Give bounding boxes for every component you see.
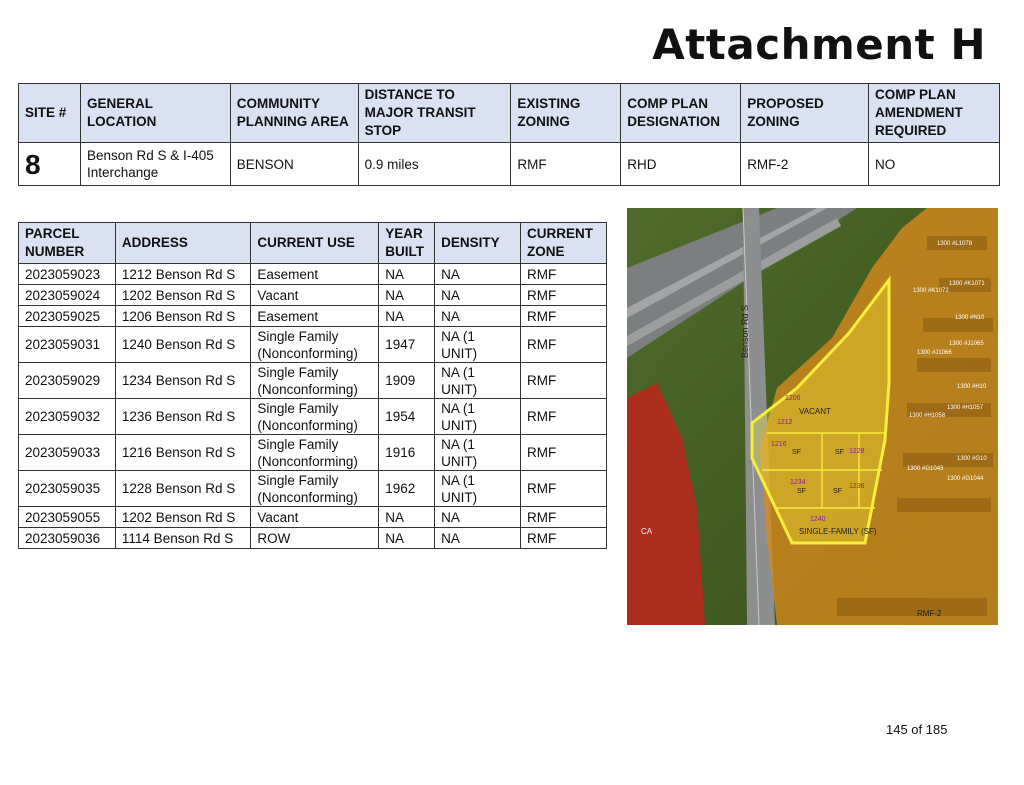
parcel-row xyxy=(19,435,607,471)
unit-label: 1300 #H1057 xyxy=(947,405,984,411)
year-built: 1947 xyxy=(379,327,435,363)
year-built: NA xyxy=(379,528,435,549)
parcel-number: 2023059031 xyxy=(19,327,116,363)
parcel-table xyxy=(18,222,607,549)
year-built: 1954 xyxy=(379,399,435,435)
map-label-single-family: SINGLE-FAMILY (SF) xyxy=(799,527,877,536)
parcel-address: 1236 Benson Rd S xyxy=(115,399,250,435)
parcel-header-cell: ADDRESS xyxy=(115,223,250,264)
parcel-address: 1216 Benson Rd S xyxy=(115,435,250,471)
parcel-address: 1212 Benson Rd S xyxy=(115,264,250,285)
current-zone: RMF xyxy=(521,435,607,471)
parcel-header-cell: CURRENT USE xyxy=(251,223,379,264)
density: NA (1 UNIT) xyxy=(435,435,521,471)
site-header-cell: GENERAL LOCATION xyxy=(80,84,230,143)
site-summary-table xyxy=(18,83,1000,186)
parcel-number: 2023059035 xyxy=(19,471,116,507)
distance-to-transit: 0.9 miles xyxy=(358,143,511,186)
site-number: 8 xyxy=(19,143,81,186)
parcel-row xyxy=(19,399,607,435)
parcel-row xyxy=(19,264,607,285)
site-header-cell: PROPOSED ZONING xyxy=(741,84,869,143)
density: NA xyxy=(435,507,521,528)
current-use: Single Family (Nonconforming) xyxy=(251,363,379,399)
unit-label: 1300 #G1043 xyxy=(907,466,944,472)
year-built: 1916 xyxy=(379,435,435,471)
current-zone: RMF xyxy=(521,528,607,549)
map-label-ca: CA xyxy=(641,527,653,536)
community-planning-area: BENSON xyxy=(230,143,358,186)
map-label-sf: SF xyxy=(833,488,842,495)
lot-number: 1234 xyxy=(790,479,806,486)
road-label: Benson Rd S xyxy=(740,304,750,358)
lot-number: 1240 xyxy=(810,516,826,523)
unit-label: 1300 #H1058 xyxy=(909,413,946,419)
unit-label: 1300 #G10 xyxy=(957,456,987,462)
parcel-address: 1228 Benson Rd S xyxy=(115,471,250,507)
site-header-cell: SITE # xyxy=(19,84,81,143)
density: NA xyxy=(435,528,521,549)
parcel-number: 2023059032 xyxy=(19,399,116,435)
year-built: NA xyxy=(379,285,435,306)
lot-number: 1216 xyxy=(771,441,787,448)
site-table-row xyxy=(19,143,1000,186)
current-use: Single Family (Nonconforming) xyxy=(251,471,379,507)
parcel-address: 1206 Benson Rd S xyxy=(115,306,250,327)
unit-label: 1300 #J1066 xyxy=(917,350,952,356)
site-header-cell: DISTANCE TO MAJOR TRANSIT STOP xyxy=(358,84,511,143)
site-table-header-row xyxy=(19,84,1000,143)
parcel-number: 2023059033 xyxy=(19,435,116,471)
parcel-address: 1202 Benson Rd S xyxy=(115,285,250,306)
map-label-vacant: VACANT xyxy=(799,407,831,416)
current-use: Single Family (Nonconforming) xyxy=(251,327,379,363)
parcel-number: 2023059024 xyxy=(19,285,116,306)
current-zone: RMF xyxy=(521,399,607,435)
lot-number: 1206 xyxy=(785,395,801,402)
parcel-address: 1234 Benson Rd S xyxy=(115,363,250,399)
proposed-zoning: RMF-2 xyxy=(741,143,869,186)
parcel-number: 2023059036 xyxy=(19,528,116,549)
current-use: Vacant xyxy=(251,507,379,528)
parcel-header-cell: CURRENT ZONE xyxy=(521,223,607,264)
parcel-header-cell: YEAR BUILT xyxy=(379,223,435,264)
parcel-row xyxy=(19,528,607,549)
parcel-number: 2023059023 xyxy=(19,264,116,285)
density: NA (1 UNIT) xyxy=(435,327,521,363)
existing-zoning: RMF xyxy=(511,143,621,186)
map-label-sf: SF xyxy=(835,449,844,456)
comp-plan-designation: RHD xyxy=(621,143,741,186)
current-use: ROW xyxy=(251,528,379,549)
page-title: Attachment H xyxy=(652,20,986,69)
year-built: 1909 xyxy=(379,363,435,399)
current-zone: RMF xyxy=(521,471,607,507)
general-location: Benson Rd S & I-405 Interchange xyxy=(80,143,230,186)
parcel-row xyxy=(19,327,607,363)
parcel-row xyxy=(19,471,607,507)
current-use: Single Family (Nonconforming) xyxy=(251,435,379,471)
year-built: NA xyxy=(379,306,435,327)
current-zone: RMF xyxy=(521,285,607,306)
parcel-number: 2023059029 xyxy=(19,363,116,399)
unit-label: 1300 #K1072 xyxy=(913,288,949,294)
unit-label: 1300 #K1071 xyxy=(949,281,985,287)
density: NA xyxy=(435,264,521,285)
parcel-address: 1202 Benson Rd S xyxy=(115,507,250,528)
map-label-sf: SF xyxy=(797,488,806,495)
parcel-address: 1240 Benson Rd S xyxy=(115,327,250,363)
map-label-rmf2: RMF-2 xyxy=(917,609,942,618)
density: NA (1 UNIT) xyxy=(435,471,521,507)
page-number: 145 of 185 xyxy=(886,722,948,737)
current-zone: RMF xyxy=(521,327,607,363)
density: NA xyxy=(435,306,521,327)
unit-label: 1300 #L1078 xyxy=(937,241,973,247)
site-header-cell: EXISTING ZONING xyxy=(511,84,621,143)
parcel-row xyxy=(19,507,607,528)
map-label-sf: SF xyxy=(792,449,801,456)
unit-label: 1300 #N10 xyxy=(955,315,985,321)
lot-number: 1212 xyxy=(777,419,793,426)
parcel-header-cell: PARCEL NUMBER xyxy=(19,223,116,264)
current-zone: RMF xyxy=(521,264,607,285)
site-header-cell: COMP PLAN AMENDMENT REQUIRED xyxy=(869,84,1000,143)
parcel-row xyxy=(19,363,607,399)
year-built: NA xyxy=(379,264,435,285)
parcel-address: 1114 Benson Rd S xyxy=(115,528,250,549)
current-zone: RMF xyxy=(521,507,607,528)
current-zone: RMF xyxy=(521,306,607,327)
site-header-cell: COMMUNITY PLANNING AREA xyxy=(230,84,358,143)
current-zone: RMF xyxy=(521,363,607,399)
parcel-row xyxy=(19,285,607,306)
parcel-number: 2023059055 xyxy=(19,507,116,528)
lot-number: 1228 xyxy=(849,448,865,455)
current-use: Easement xyxy=(251,306,379,327)
parcel-number: 2023059025 xyxy=(19,306,116,327)
density: NA (1 UNIT) xyxy=(435,363,521,399)
year-built: 1962 xyxy=(379,471,435,507)
current-use: Easement xyxy=(251,264,379,285)
parcel-table-header-row xyxy=(19,223,607,264)
density: NA xyxy=(435,285,521,306)
site-aerial-map xyxy=(627,208,998,625)
parcel-row xyxy=(19,306,607,327)
unit-label: 1300 #J1065 xyxy=(949,341,984,347)
unit-label: 1300 #H10 xyxy=(957,384,987,390)
comp-plan-amendment: NO xyxy=(869,143,1000,186)
lot-number: 1236 xyxy=(849,483,865,490)
parcel-header-cell: DENSITY xyxy=(435,223,521,264)
site-header-cell: COMP PLAN DESIGNATION xyxy=(621,84,741,143)
year-built: NA xyxy=(379,507,435,528)
density: NA (1 UNIT) xyxy=(435,399,521,435)
unit-label: 1300 #G1044 xyxy=(947,476,984,482)
current-use: Vacant xyxy=(251,285,379,306)
current-use: Single Family (Nonconforming) xyxy=(251,399,379,435)
